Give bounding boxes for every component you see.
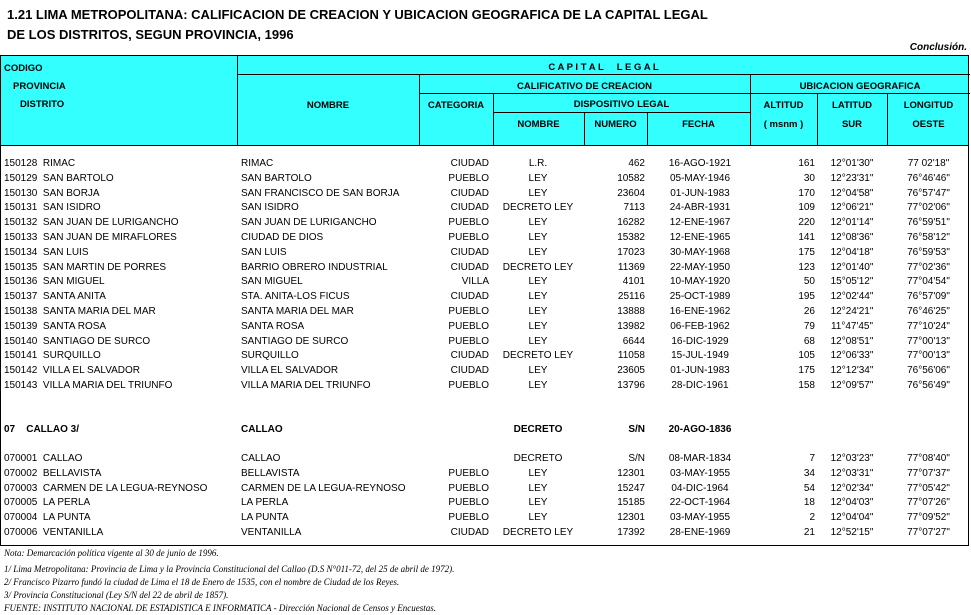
district-code: 070004 LA PUNTA <box>4 512 91 524</box>
capital-name: SAN BARTOLO <box>241 172 312 184</box>
latitude: 12°06'33" <box>830 350 874 362</box>
latitude: 12°03'23" <box>830 453 874 464</box>
category: CIUDAD <box>450 187 489 199</box>
page-title-line-1: 1.21 LIMA METROPOLITANA: CALIFICACION DE CREACION Y UBICACION GEOGRAFICA DE LA CAPITAL LEGAL <box>7 7 708 22</box>
table-row <box>1 380 970 394</box>
capital-name: CIUDAD DE DIOS <box>241 232 324 243</box>
dispositivo-fecha: 12-ENE-1965 <box>669 232 731 243</box>
header-calificativo: CALIFICATIVO DE CREACION <box>517 81 652 92</box>
category: CIUDAD <box>450 527 489 538</box>
altitude: 21 <box>803 527 815 538</box>
dispositivo-fecha: 30-MAY-1968 <box>669 246 731 258</box>
dispositivo-fecha: 24-ABR-1931 <box>669 202 731 214</box>
dispositivo-fecha: 16-ENE-1962 <box>669 306 731 317</box>
latitude: 12°01'14" <box>830 217 874 229</box>
altitude: 54 <box>803 482 815 494</box>
district-code: 070006 VENTANILLA <box>4 527 104 538</box>
altitude: 7 <box>809 453 815 464</box>
longitude: 77°09'52" <box>907 512 950 524</box>
header-categoria: CATEGORIA <box>427 100 485 111</box>
table-row <box>1 202 970 216</box>
altitude: 79 <box>803 320 815 332</box>
longitude: 77°00'13" <box>907 350 950 362</box>
source-line: FUENTE: INSTITUTO NACIONAL DE ESTADISTICA E INFORMATICA - Dirección Nacional de Censos y Encuestas. <box>4 603 436 613</box>
altitude: 26 <box>803 306 815 317</box>
dispositivo-fecha: 28-ENE-1969 <box>669 527 731 538</box>
note-line: Nota: Demarcación política vigente al 30 de junio de 1996. <box>4 548 219 558</box>
altitude: 175 <box>798 365 815 377</box>
longitude: 76°56'49" <box>907 380 950 391</box>
category: CIUDAD <box>450 158 489 169</box>
dispositivo-nombre: LEY <box>528 482 548 494</box>
dispositivo-numero: 7113 <box>623 202 645 214</box>
dispositivo-numero: 12301 <box>617 512 645 524</box>
dispositivo-fecha: 22-MAY-1950 <box>669 261 731 273</box>
dispositivo-numero: 462 <box>628 158 645 169</box>
table-row <box>1 453 970 467</box>
category: CIUDAD <box>450 350 489 362</box>
category: PUEBLO <box>448 335 489 347</box>
dispositivo-fecha: 15-JUL-1949 <box>671 350 729 362</box>
dispositivo-nombre: DECRETO <box>513 453 563 464</box>
dispositivo-numero: S/N <box>628 453 645 464</box>
district-code: 070005 LA PERLA <box>4 497 91 509</box>
longitude: 77°05'42" <box>907 482 950 494</box>
header-codigo: CODIGO <box>4 63 43 74</box>
dispositivo-nombre: LEY <box>528 512 548 524</box>
table-row <box>1 468 970 482</box>
latitude: 12°03'31" <box>830 467 874 479</box>
dispositivo-nombre: LEY <box>528 246 548 258</box>
dispositivo-numero: 12301 <box>617 467 645 479</box>
dispositivo-nombre: DECRETO LEY <box>502 202 574 214</box>
altitude: 161 <box>798 158 815 169</box>
capital-name: LA PERLA <box>241 497 289 509</box>
longitude: 76°46'25" <box>907 306 950 317</box>
district-code: 150134 SAN LUIS <box>4 246 89 258</box>
dispositivo-fecha: 01-JUN-1983 <box>670 187 730 199</box>
category: PUEBLO <box>448 320 489 332</box>
table-row <box>1 158 970 172</box>
header-disp-nombre: NOMBRE <box>517 119 560 130</box>
district-code: 070002 BELLAVISTA <box>4 467 102 479</box>
dispositivo-numero: 25116 <box>617 291 645 303</box>
longitude: 76°58'12" <box>907 232 950 243</box>
longitude: 76°57'47" <box>907 187 950 199</box>
latitude: 12°04'04" <box>830 512 874 524</box>
latitude: 15°05'12" <box>830 276 874 288</box>
dispositivo-fecha: 12-ENE-1967 <box>669 217 731 229</box>
dispositivo-nombre: DECRETO LEY <box>502 261 574 273</box>
altitude: 105 <box>798 350 815 362</box>
dispositivo-fecha: 05-MAY-1946 <box>669 172 731 184</box>
latitude: 12°52'15" <box>830 527 874 538</box>
latitude: 12°04'58" <box>830 187 874 199</box>
capital-name: SANTIAGO DE SURCO <box>241 335 349 347</box>
altitude: 175 <box>798 246 815 258</box>
table-row <box>1 276 970 290</box>
district-code: 150137 SANTA ANITA <box>4 291 106 303</box>
altitude: 141 <box>798 232 815 243</box>
dispositivo-nombre: LEY <box>528 365 548 377</box>
longitude: 77°10'24" <box>907 320 950 332</box>
district-code: 150135 SAN MARTIN DE PORRES <box>4 261 167 273</box>
dispositivo-fecha: 28-DIC-1961 <box>671 380 729 391</box>
dispositivo-fecha: 16-AGO-1921 <box>668 158 732 169</box>
table-row <box>1 262 970 276</box>
dispositivo-numero: 13796 <box>617 380 645 391</box>
dispositivo-numero: 11058 <box>617 350 645 362</box>
table-row <box>1 483 970 497</box>
longitude: 77°07'27" <box>907 527 950 538</box>
capital-name: SAN MIGUEL <box>241 276 303 288</box>
table-row <box>1 527 970 541</box>
dispositivo-nombre: LEY <box>528 306 548 317</box>
latitude: 12°24'21" <box>830 306 874 317</box>
capital-name: BELLAVISTA <box>241 467 300 479</box>
footnote-2: 2/ Francisco Pizarro fundó la ciudad de Lima el 18 de Enero de 1535, con el nombre de Ciudad de los Reyes. <box>4 577 400 587</box>
district-code: 150136 SAN MIGUEL <box>4 276 105 288</box>
footnote-1: 1/ Lima Metropolitana: Provincia de Lima y la Provincia Constitucional del Callao (D.S N°011-72, del 25 de abril de 1972). <box>4 564 455 574</box>
altitude: 195 <box>798 291 815 303</box>
altitude: 30 <box>803 172 815 184</box>
header-altitud: ALTITUD <box>763 100 804 111</box>
latitude: 12°12'34" <box>830 365 874 377</box>
header-distrito: DISTRITO <box>20 99 65 110</box>
altitude: 50 <box>803 276 815 288</box>
header-longitud: LONGITUD <box>903 100 954 111</box>
dispositivo-fecha: 04-DIC-1964 <box>671 482 729 494</box>
header-capital-legal: C A P I T A L L E G A L <box>548 62 659 73</box>
dispositivo-numero: 13982 <box>617 320 645 332</box>
dispositivo-nombre: LEY <box>528 467 548 479</box>
dispositivo-numero: 10582 <box>617 172 645 184</box>
table-row <box>1 350 970 364</box>
longitude: 77°07'26" <box>907 497 950 509</box>
category: PUEBLO <box>448 497 489 509</box>
district-code: 150130 SAN BORJA <box>4 187 100 199</box>
callao-code: 07 CALLAO 3/ <box>4 424 80 435</box>
dispositivo-fecha: 06-FEB-1962 <box>670 320 730 332</box>
longitude: 77°00'13" <box>907 335 950 347</box>
dispositivo-numero: 23604 <box>617 187 645 199</box>
district-code: 150143 VILLA MARIA DEL TRIUNFO <box>4 380 173 391</box>
capital-name: SAN LUIS <box>241 246 287 258</box>
header-oeste: OESTE <box>912 119 945 130</box>
district-code: 150132 SAN JUAN DE LURIGANCHO <box>4 217 179 229</box>
category: CIUDAD <box>450 261 489 273</box>
district-code: 150139 SANTA ROSA <box>4 320 107 332</box>
dispositivo-numero: 13888 <box>617 306 645 317</box>
district-code: 070001 CALLAO <box>4 453 83 464</box>
header-msnm: ( msnm ) <box>763 119 804 130</box>
dispositivo-nombre: DECRETO LEY <box>502 527 574 538</box>
dispositivo-numero: 17392 <box>617 527 645 538</box>
altitude: 220 <box>798 217 815 229</box>
table-row <box>1 321 970 335</box>
dispositivo-fecha: 10-MAY-1920 <box>669 276 731 288</box>
capital-name: SAN FRANCISCO DE SAN BORJA <box>241 187 400 199</box>
table-row <box>1 512 970 526</box>
altitude: 2 <box>809 512 815 524</box>
capital-name: BARRIO OBRERO INDUSTRIAL <box>241 261 388 273</box>
dispositivo-fecha: 03-MAY-1955 <box>669 467 731 479</box>
dispositivo-numero: 15185 <box>617 497 645 509</box>
altitude: 109 <box>798 202 815 214</box>
dispositivo-fecha: 16-DIC-1929 <box>671 335 729 347</box>
capital-name: SANTA MARIA DEL MAR <box>241 306 354 317</box>
callao-header-row <box>1 424 970 438</box>
dispositivo-nombre: LEY <box>528 320 548 332</box>
category: CIUDAD <box>450 246 489 258</box>
latitude: 12°08'36" <box>830 232 874 243</box>
latitude: 12°04'18" <box>830 246 874 258</box>
dispositivo-fecha: 22-OCT-1964 <box>669 497 731 509</box>
dispositivo-numero: 15247 <box>617 482 645 494</box>
capital-name: LA PUNTA <box>241 512 289 524</box>
category: PUEBLO <box>448 482 489 494</box>
capital-name: VILLA MARIA DEL TRIUNFO <box>241 380 371 391</box>
capital-name: RIMAC <box>241 158 274 169</box>
category: PUEBLO <box>448 467 489 479</box>
header-provincia: PROVINCIA <box>13 81 66 92</box>
table-row <box>1 497 970 511</box>
dispositivo-nombre: LEY <box>528 276 548 288</box>
latitude: 12°09'57" <box>830 380 874 391</box>
header-latitud: LATITUD <box>832 100 872 111</box>
latitude: 11°47'45" <box>830 320 874 332</box>
dispositivo-nombre: LEY <box>528 187 548 199</box>
district-code: 070003 CARMEN DE LA LEGUA-REYNOSO <box>4 482 208 494</box>
capital-name: SURQUILLO <box>241 350 299 362</box>
longitude: 77°02'06" <box>907 202 950 214</box>
dispositivo-numero: 16282 <box>617 217 645 229</box>
category: PUEBLO <box>448 232 489 243</box>
conclusion-label: Conclusión. <box>909 42 967 53</box>
header-sur: SUR <box>841 119 863 130</box>
header-dispositivo: DISPOSITIVO LEGAL <box>573 99 670 110</box>
capital-name: CALLAO <box>241 453 281 464</box>
district-code: 150142 VILLA EL SALVADOR <box>4 365 141 377</box>
table-row <box>1 217 970 231</box>
dispositivo-nombre: LEY <box>528 497 548 509</box>
table-row <box>1 365 970 379</box>
altitude: 68 <box>803 335 815 347</box>
longitude: 77°02'36" <box>907 261 950 273</box>
latitude: 12°02'34" <box>830 482 874 494</box>
latitude: 12°06'21" <box>830 202 874 214</box>
dispositivo-fecha: 01-JUN-1983 <box>670 365 730 377</box>
category: VILLA <box>461 276 489 288</box>
district-code: 150131 SAN ISIDRO <box>4 202 101 214</box>
capital-name: CARMEN DE LA LEGUA-REYNOSO <box>241 482 406 494</box>
capital-name: SAN JUAN DE LURIGANCHO <box>241 217 377 229</box>
dispositivo-numero: 17023 <box>617 246 645 258</box>
dispositivo-fecha: 03-MAY-1955 <box>669 512 731 524</box>
dispositivo-nombre: LEY <box>528 172 548 184</box>
altitude: 123 <box>798 261 815 273</box>
capital-name: STA. ANITA-LOS FICUS <box>241 291 350 303</box>
dispositivo-nombre: LEY <box>528 335 548 347</box>
category: PUEBLO <box>448 172 489 184</box>
district-code: 150129 SAN BARTOLO <box>4 172 114 184</box>
dispositivo-numero: 15382 <box>617 232 645 243</box>
category: CIUDAD <box>450 202 489 214</box>
latitude: 12°23'31" <box>830 172 874 184</box>
category: CIUDAD <box>450 291 489 303</box>
latitude: 12°02'44" <box>830 291 874 303</box>
dispositivo-numero: 4101 <box>622 276 645 288</box>
table-row <box>1 336 970 350</box>
longitude: 76°46'46" <box>907 172 950 184</box>
dispositivo-nombre: DECRETO LEY <box>502 350 574 362</box>
longitude: 76°59'53" <box>907 246 950 258</box>
altitude: 18 <box>803 497 815 509</box>
longitude: 77°07'37" <box>907 467 950 479</box>
latitude: 12°01'40" <box>830 261 874 273</box>
category: PUEBLO <box>448 512 489 524</box>
longitude: 76°57'09" <box>907 291 950 303</box>
longitude: 77°04'54" <box>907 276 950 288</box>
table-row <box>1 247 970 261</box>
header-fecha: FECHA <box>682 119 715 130</box>
capital-name: SANTA ROSA <box>241 320 305 332</box>
district-code: 150128 RIMAC <box>4 158 76 169</box>
table-row <box>1 188 970 202</box>
dispositivo-numero: 11369 <box>617 261 645 273</box>
table-body <box>0 146 969 546</box>
dispositivo-nombre: LEY <box>528 232 548 243</box>
longitude: 76°59'51" <box>907 217 950 229</box>
altitude: 170 <box>798 187 815 199</box>
latitude: 12°01'30" <box>830 158 874 169</box>
table-row <box>1 291 970 305</box>
category: PUEBLO <box>448 306 489 317</box>
capital-name: SAN ISIDRO <box>241 202 299 214</box>
dispositivo-nombre: L.R. <box>528 158 548 169</box>
header-numero: NUMERO <box>594 119 637 130</box>
footnote-3: 3/ Provincia Constitucional (Ley S/N del 22 de abril de 1857). <box>4 590 229 600</box>
capital-name: VILLA EL SALVADOR <box>241 365 339 377</box>
longitude: 77 02'18" <box>907 158 950 169</box>
callao-numero: S/N <box>628 424 645 435</box>
latitude: 12°08'51" <box>830 335 874 347</box>
altitude: 34 <box>803 467 815 479</box>
callao-dispositivo: DECRETO <box>513 424 563 435</box>
district-code: 150138 SANTA MARIA DEL MAR <box>4 306 156 317</box>
dispositivo-nombre: LEY <box>528 217 548 229</box>
category: PUEBLO <box>448 380 489 391</box>
dispositivo-nombre: LEY <box>528 291 548 303</box>
header-nombre: NOMBRE <box>306 100 350 111</box>
longitude: 76°56'06" <box>907 365 950 377</box>
category: CIUDAD <box>450 365 489 377</box>
page-title-line-2: DE LOS DISTRITOS, SEGUN PROVINCIA, 1996 <box>7 27 294 42</box>
district-code: 150141 SURQUILLO <box>4 350 101 362</box>
dispositivo-nombre: LEY <box>528 380 548 391</box>
dispositivo-fecha: 08-MAR-1834 <box>668 453 732 464</box>
dispositivo-numero: 6644 <box>622 335 645 347</box>
district-code: 150133 SAN JUAN DE MIRAFLORES <box>4 232 177 243</box>
dispositivo-numero: 23605 <box>617 365 645 377</box>
category: PUEBLO <box>448 217 489 229</box>
altitude: 158 <box>798 380 815 391</box>
header-ubicacion: UBICACION GEOGRAFICA <box>799 81 921 92</box>
callao-name: CALLAO <box>241 424 283 435</box>
table-row <box>1 173 970 187</box>
longitude: 77°08'40" <box>907 453 950 464</box>
dispositivo-fecha: 25-OCT-1989 <box>669 291 731 303</box>
table-header <box>0 55 969 146</box>
callao-fecha: 20-AGO-1836 <box>668 424 732 435</box>
latitude: 12°04'03" <box>830 497 874 509</box>
table-row <box>1 232 970 246</box>
table-row <box>1 306 970 320</box>
capital-name: VENTANILLA <box>241 527 302 538</box>
district-code: 150140 SANTIAGO DE SURCO <box>4 335 151 347</box>
